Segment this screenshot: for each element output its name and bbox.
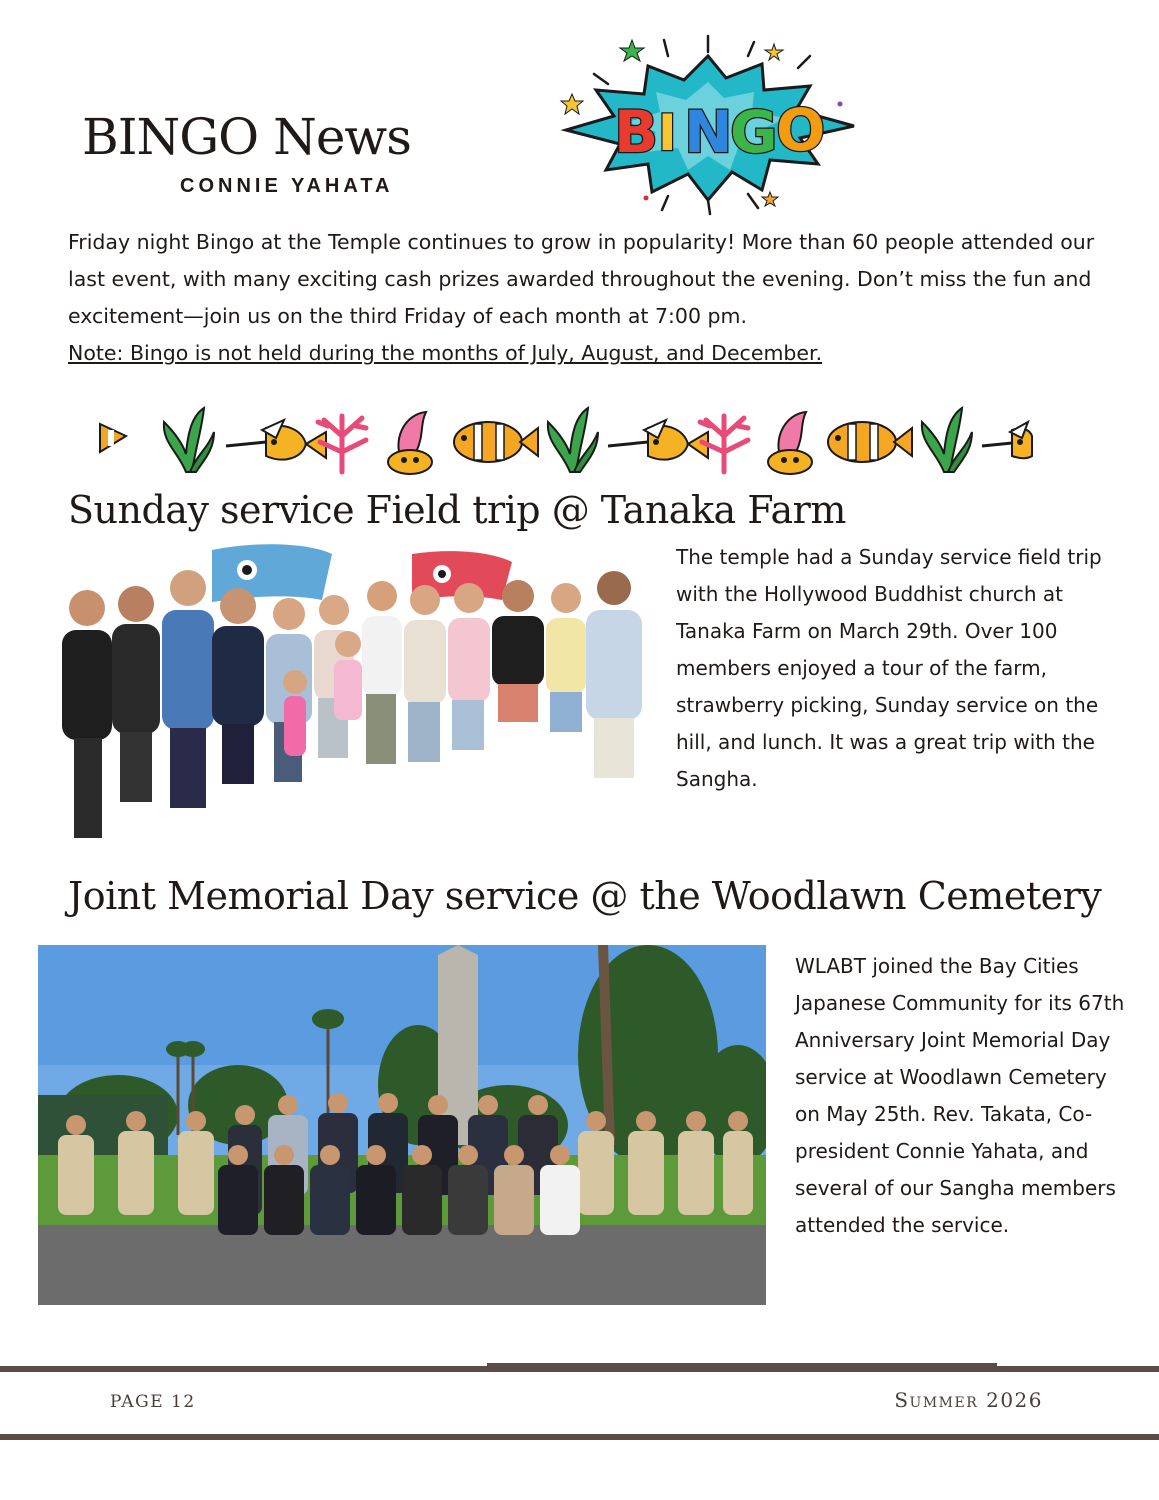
footer-rule-accent — [487, 1363, 997, 1372]
field-trip-paragraph: The temple had a Sunday service field trip with the Hollywood Buddhist church at Tanaka Farm on March 29th. Over 100 members enjoyed a tour of the farm, strawberry picking, Sunday service on the hill, and lunch. It was a great trip with the Sangha. — [676, 545, 1102, 791]
hermit-crab-icon — [388, 412, 432, 474]
fish-icon — [226, 420, 326, 460]
bingo-logo — [548, 34, 868, 216]
fish-icon — [454, 422, 538, 462]
page-number: PAGE 12 — [110, 1392, 196, 1412]
seaweed-icon — [164, 408, 214, 472]
bingo-letter-n: N — [684, 98, 733, 166]
bingo-letter-b: B — [614, 98, 659, 166]
fish-icon — [608, 420, 708, 460]
bingo-note: Note: Bingo is not held during the months of July, August, and December. — [68, 341, 823, 365]
memorial-heading: Joint Memorial Day service @ the Woodlawn Cemetery — [68, 874, 1102, 918]
memorial-paragraph: WLABT joined the Bay Cities Japanese Community for its 67th Anniversary Joint Memorial Day service at Woodlawn Cemetery on May 25th. Rev. Takata, Co-president Connie Yahata, and several of our Sangha members attended the service. — [795, 954, 1125, 1237]
fish-icon — [982, 422, 1032, 458]
memorial-group-photo — [38, 945, 766, 1305]
bingo-letter-g: G — [730, 98, 778, 166]
fish-icon — [828, 422, 912, 462]
field-trip-heading: Sunday service Field trip @ Tanaka Farm — [68, 488, 846, 532]
sea-creature-divider — [96, 402, 1036, 476]
field-trip-group-photo — [62, 540, 652, 852]
issue-label: Summer 2026 — [894, 1388, 1043, 1412]
seaweed-icon — [548, 408, 598, 472]
bingo-paragraph — [68, 224, 1118, 372]
bingo-paragraph-text: Friday night Bingo at the Temple continues to grow in popularity! More than 60 people attended our last event, with many exciting cash prizes awarded throughout the evening. Don’t miss the fun and excitement—join us on the third Friday of each month at 7:00 pm. — [68, 230, 1095, 328]
fish-icon — [100, 424, 126, 452]
page-title: BINGO News — [82, 108, 411, 166]
footer-rule-bottom — [0, 1434, 1159, 1440]
seaweed-icon — [922, 408, 972, 472]
hermit-crab-icon — [768, 412, 812, 474]
author-byline: CONNIE YAHATA — [180, 175, 394, 197]
bingo-letter-o: O — [776, 96, 826, 164]
coral-icon — [700, 416, 748, 472]
coral-icon — [318, 416, 366, 472]
bingo-letter-i: I — [658, 104, 677, 162]
